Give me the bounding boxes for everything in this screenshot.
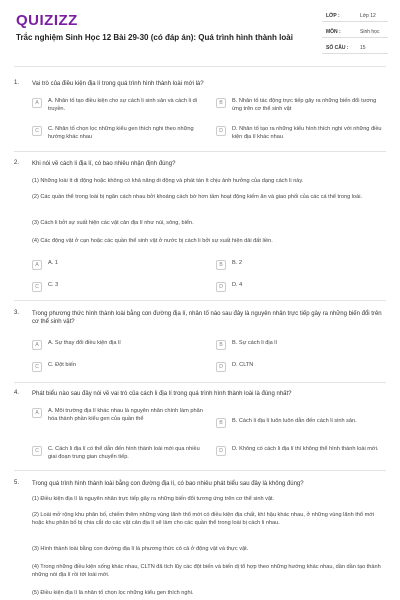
option-letter-box: B — [216, 260, 226, 270]
meta-row-subject: MÔN : Sinh học — [322, 26, 388, 38]
option-text: C. Đột biến — [48, 362, 76, 368]
option-text: D. CLTN — [232, 362, 254, 368]
option-text: A. Môi trường địa lí khác nhau là nguyên nhân chính làm phân hóa thành phần kiểu gen của quần thể — [48, 408, 203, 422]
question-text: Trong quá trình hình thành loài bằng con đường địa lí, có bao nhiêu phát biểu sau đây là không đúng? — [32, 481, 304, 487]
option-letter-box: C — [32, 446, 42, 456]
document-header — [0, 0, 400, 62]
statement: (1) Điều kiện địa lí là nguyên nhân trực tiếp gây ra những biến đổi tương ứng trên cơ thể sinh vật. — [32, 496, 275, 502]
statement: (4) Trong những điều kiện sống khác nhau, CLTN đã tích lũy các đột biến và biến dị tổ hợp theo những hướng khác nhau, dần dần tạo thành những nòi địa lí rồi tới loài mới. — [32, 564, 381, 578]
option-text: C. Nhân tố chọn lọc những kiểu gen thích nghi theo những hướng khác nhau — [48, 126, 194, 140]
option-text: A. 1 — [48, 260, 58, 266]
statement: (1) Những loài ít di động hoặc không có khả năng di động và phát tán ít chịu ảnh hưởng của dạng cách li này. — [32, 178, 304, 184]
statement: (3) Hình thành loài bằng con đường địa lí là phương thức có cả ở động vật và thực vật. — [32, 546, 249, 552]
option-text: D. Nhân tố tạo ra những kiểu hình thích nghi với những điều kiện địa lí khác nhau — [232, 126, 382, 140]
option-letter-box: A — [32, 340, 42, 350]
option-letter-box: B — [216, 418, 226, 428]
meta-row-count: SỐ CÂU : 15 — [322, 42, 388, 54]
option-letter-box: A — [32, 260, 42, 270]
option-letter-box: B — [216, 340, 226, 350]
option-text: B. Nhân tố tác động trực tiếp gây ra những biến đổi tương ứng trên cơ thể sinh vật — [232, 98, 377, 112]
option-text: B. Cách li địa lí luôn luôn dẫn đến cách li sinh sản. — [232, 418, 357, 424]
option-letter-box: D — [216, 126, 226, 136]
question-number: 1. — [14, 80, 20, 86]
divider — [14, 300, 386, 301]
statement: (2) Loài mở rộng khu phân bố, chiếm thêm những vùng lãnh thổ mới có điều kiện địa chất, khí hậu khác nhau, ở những vùng lãnh thổ mới hoặc khu phân bố bị chia cắt do các vật cản địa lí sẽ làm cho các quần thể trong loài bị cách li nhau. — [32, 512, 375, 526]
question-text: Phát biểu nào sau đây nói về vai trò của cách li địa lí trong quá trình hình thành loài là đúng nhất? — [32, 391, 292, 397]
statement: (2) Các quần thể trong loài bị ngăn cách nhau bởi khoảng cách bờ hơn tầm hoạt động kiếm ăn và giao phối của các cá thể trong loài. — [32, 194, 363, 200]
option-text: A. Sự thay đổi điều kiện địa lí — [48, 340, 121, 346]
divider — [14, 66, 386, 67]
option-letter-box: A — [32, 408, 42, 418]
option-text: C. Cách li địa lí có thể dẫn đến hình thành loài mới qua nhiều giai đoạn trung gian chuyển tiếp. — [48, 446, 200, 460]
option-letter-box: C — [32, 282, 42, 292]
option-letter-box: D — [216, 362, 226, 372]
option-letter-box: B — [216, 98, 226, 108]
meta-row-class: LỚP : Lớp 12 — [322, 10, 388, 22]
divider — [14, 151, 386, 152]
question-number: 5. — [14, 480, 20, 486]
option-letter-box: C — [32, 362, 42, 372]
statement: (3) Cách li bởi sự xuất hiện các vật cản địa lí như núi, sông, biển. — [32, 220, 194, 226]
divider — [14, 470, 386, 471]
question-text: Khi nói về cách li địa lí, có bao nhiêu nhận định đúng? — [32, 161, 176, 167]
option-text: D. 4 — [232, 282, 243, 288]
divider — [14, 382, 386, 383]
question-number: 4. — [14, 390, 20, 396]
question-number: 2. — [14, 160, 20, 166]
option-letter-box: C — [32, 126, 42, 136]
quizizz-logo: QUIZIZZ — [16, 12, 78, 29]
option-text: D. Không có cách li địa lí thì không thể hình thành loài mới. — [232, 446, 379, 452]
option-text: B. Sự cách li địa lí — [232, 340, 278, 346]
option-text: A. Nhân tố tạo điều kiện cho sự cách li sinh sản và cách li di truyền. — [48, 98, 197, 112]
question-text: Trong phương thức hình thành loài bằng con đường địa lí, nhân tố nào sau đây là nguyên nhân trực tiếp gây ra những biến đổi trên cơ thể sinh vật? — [32, 311, 382, 325]
question-number: 3. — [14, 310, 20, 316]
option-text: C. 3 — [48, 282, 59, 288]
statement: (4) Các động vật ở cạn hoặc các quần thể sinh vật ở nước bị cách li bởi sự xuất hiện dải đất liền. — [32, 238, 273, 244]
page-title: Trắc nghiệm Sinh Học 12 Bài 29-30 (có đáp án): Quá trình hình thành loài — [16, 33, 293, 42]
option-letter-box: A — [32, 98, 42, 108]
question-text: Vai trò của điều kiện địa lí trong quá trình hình thành loài mới là? — [32, 81, 204, 87]
option-letter-box: D — [216, 446, 226, 456]
statement: (5) Điều kiện địa lí là nhân tố chọn lọc những kiểu gen thích nghi. — [32, 590, 194, 596]
option-text: B. 2 — [232, 260, 242, 266]
option-letter-box: D — [216, 282, 226, 292]
